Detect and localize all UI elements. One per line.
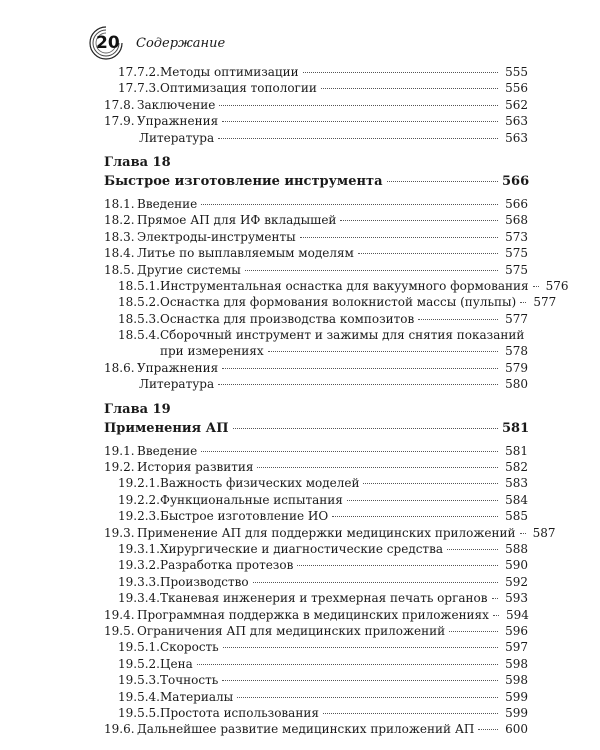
leader-dots	[222, 121, 498, 122]
leader-dots	[237, 697, 498, 698]
page-header	[94, 30, 225, 56]
toc-entry-19-2-2[interactable]: 19.2.2. Функциональные испытания 584	[118, 492, 528, 507]
leader-dots	[222, 680, 498, 681]
leader-dots	[332, 516, 498, 517]
toc-entry-18-4[interactable]: 18.4. Литье по выплавляемым моделям 575	[104, 246, 528, 261]
leader-dots	[201, 204, 498, 205]
toc-entry-19-3-4[interactable]: 19.3.4. Тканевая инженерия и трехмерная печать органов 593	[118, 591, 528, 606]
toc-entry-18-6[interactable]: 18.6. Упражнения 579	[104, 360, 528, 375]
toc-entry-17-7-2[interactable]: 17.7.2. Методы оптимизации 555	[118, 65, 528, 79]
toc-entry-19-5-4[interactable]: 19.5.4. Материалы 599	[118, 689, 528, 704]
chapter-19-label: Глава 19	[104, 401, 171, 417]
leader-dots	[297, 565, 498, 566]
leader-dots	[447, 549, 498, 550]
toc-entry-19-3-1[interactable]: 19.3.1. Хирургические и диагностические средства 588	[118, 542, 528, 557]
toc-entry-18-literature[interactable]: Литература 580	[139, 377, 528, 392]
toc-entry-19-5[interactable]: 19.5. Ограничения АП для медицинских приложений 596	[104, 623, 528, 638]
toc-entry-18-5[interactable]: 18.5. Другие системы 575	[104, 262, 528, 277]
leader-dots	[197, 664, 498, 665]
toc-entry-18-5-2[interactable]: 18.5.2. Оснастка для формования волокнистой массы (пульпы) 577	[118, 295, 557, 310]
page-number-badge	[94, 30, 124, 56]
leader-dots	[300, 237, 498, 238]
page-number: 20	[96, 33, 120, 53]
leader-dots	[478, 729, 498, 730]
toc-entry-18-1[interactable]: 18.1. Введение 566	[104, 196, 528, 211]
leader-dots	[303, 72, 498, 73]
leader-dots	[323, 713, 498, 714]
toc-entry-18-2[interactable]: 18.2. Прямое АП для ИФ вкладышей 568	[104, 213, 528, 228]
toc-entry-18-3[interactable]: 18.3. Электроды-инструменты 573	[104, 229, 528, 244]
table-of-contents	[104, 64, 569, 738]
leader-dots	[492, 598, 498, 599]
leader-dots	[219, 105, 498, 106]
chapter-18-title-entry[interactable]: Быстрое изготовление инструмента 566	[104, 173, 530, 189]
section-title: Содержание	[136, 35, 226, 51]
leader-dots	[340, 220, 498, 221]
leader-dots	[358, 253, 498, 254]
toc-entry-19-2-3[interactable]: 19.2.3. Быстрое изготовление ИО 585	[118, 509, 528, 524]
leader-dots	[222, 368, 498, 369]
leader-dots	[321, 88, 498, 89]
toc-entry-19-6[interactable]: 19.6. Дальнейшее развитие медицинских приложений АП 600	[104, 722, 528, 737]
chapter-19-title-entry[interactable]: Применения АП 581	[104, 420, 530, 436]
toc-entry-18-5-3[interactable]: 18.5.3. Оснастка для производства композитов 577	[118, 311, 528, 326]
toc-entry-18-5-4[interactable]: 18.5.4. Сборочный инструмент и зажимы для снятия показаний при измерениях 578	[118, 328, 528, 359]
toc-entry-17-8[interactable]: 17.8. Заключение 562	[104, 97, 528, 112]
toc-entry-17-7-3[interactable]: 17.7.3. Оптимизация топологии 556	[118, 81, 528, 96]
toc-entry-19-5-3[interactable]: 19.5.3. Точность 598	[118, 673, 528, 688]
toc-entry-19-2-1[interactable]: 19.2.1. Важность физических моделей 583	[118, 476, 528, 491]
toc-entry-19-4[interactable]: 19.4. Программная поддержка в медицинских приложениях 594	[104, 607, 529, 622]
leader-dots	[218, 138, 498, 139]
leader-dots	[223, 647, 498, 648]
leader-dots	[253, 582, 498, 583]
leader-dots	[520, 533, 526, 534]
leader-dots	[520, 302, 526, 303]
toc-entry-19-5-1[interactable]: 19.5.1. Скорость 597	[118, 640, 528, 655]
toc-entry-19-5-2[interactable]: 19.5.2. Цена 598	[118, 656, 528, 671]
leader-dots	[418, 319, 498, 320]
leader-dots	[257, 467, 498, 468]
leader-dots	[347, 500, 498, 501]
toc-entry-19-2[interactable]: 19.2. История развития 582	[104, 460, 528, 475]
toc-entry-19-3[interactable]: 19.3. Применение АП для поддержки медицинских приложений 587	[104, 525, 556, 540]
leader-dots	[363, 483, 498, 484]
leader-dots	[533, 286, 539, 287]
toc-entry-18-5-1[interactable]: 18.5.1. Инструментальная оснастка для вакуумного формования 576	[118, 278, 569, 293]
toc-entry-19-5-5[interactable]: 19.5.5. Простота использования 599	[118, 705, 528, 720]
toc-entry-19-3-2[interactable]: 19.3.2. Разработка протезов 590	[118, 558, 528, 573]
leader-dots	[245, 270, 498, 271]
leader-dots	[449, 631, 498, 632]
leader-dots	[233, 428, 498, 429]
leader-dots	[201, 451, 498, 452]
leader-dots	[387, 181, 499, 182]
leader-dots	[493, 615, 499, 616]
toc-entry-17-9[interactable]: 17.9. Упражнения 563	[104, 114, 528, 129]
toc-entry-17-literature[interactable]: Литература 563	[139, 130, 528, 145]
toc-entry-19-1[interactable]: 19.1. Введение 581	[104, 443, 528, 458]
chapter-18-label: Глава 18	[104, 154, 171, 170]
toc-entry-19-3-3[interactable]: 19.3.3. Производство 592	[118, 574, 528, 589]
leader-dots	[268, 351, 498, 352]
leader-dots	[218, 384, 498, 385]
